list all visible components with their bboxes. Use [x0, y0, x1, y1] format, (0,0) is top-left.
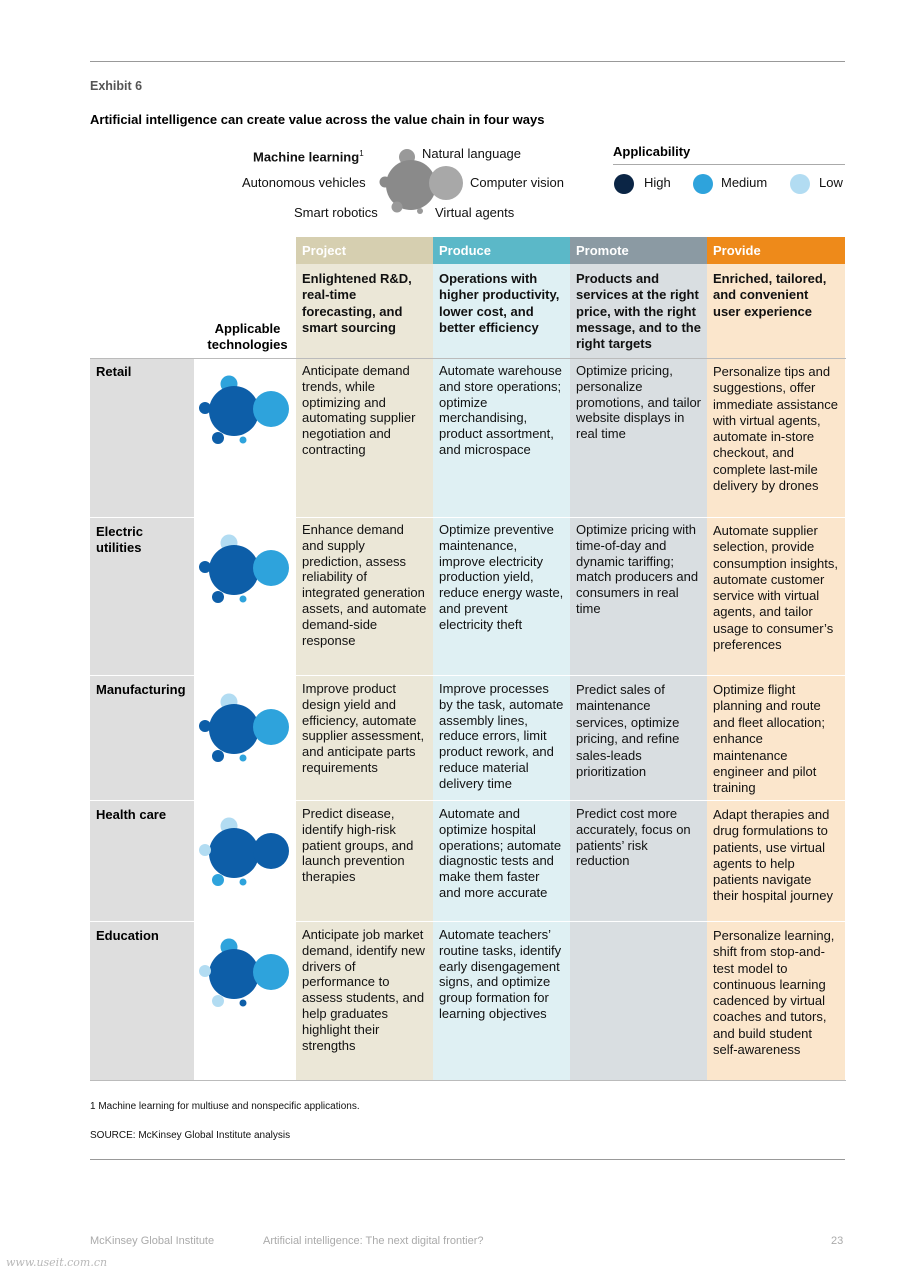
source-note: SOURCE: McKinsey Global Institute analysis	[90, 1130, 291, 1141]
column-header-promote: Promote	[570, 237, 707, 264]
virtual-agents-bubble	[240, 437, 247, 444]
retail-project-cell: Anticipate demand trends, while optimizing and automating supplier negotiation and contracting	[302, 363, 416, 457]
legend-computer-vision: Computer vision	[470, 175, 564, 190]
manufacturing-technology-bubbles	[198, 676, 298, 796]
legend-virtual-agents-bubble	[417, 208, 423, 214]
technology-legend	[230, 140, 590, 230]
applicability-medium: Medium	[721, 175, 768, 190]
electric-utilities-provide-cell: Automate supplier selection, provide consumption insights, automate customer service with virtual agents, and tailor usage to consumer’s preferences	[713, 523, 839, 653]
applicability-high: High	[644, 175, 671, 190]
row-label-health-care: Health care	[96, 807, 167, 822]
applicability-low: Low	[819, 175, 843, 190]
retail-produce-cell: Automate warehouse and store operations; optimize merchandising, product assortment, and microspace	[439, 363, 562, 457]
applicability-title: Applicability	[613, 144, 845, 165]
row-label-retail: Retail	[96, 364, 132, 379]
bottom-rule	[90, 1159, 845, 1160]
virtual-agents-bubble	[240, 596, 247, 603]
row-electric-utilities	[90, 518, 194, 675]
computer-vision-bubble	[253, 550, 289, 586]
page-number: 23	[831, 1235, 844, 1247]
health-care-produce-cell: Automate and optimize hospital operations; automate diagnostic tests and make them faster and more accurate	[439, 806, 562, 900]
manufacturing-produce-cell: Improve processes by the task, automate assembly lines, reduce errors, limit product rework, and reduce material delivery time	[439, 681, 564, 791]
virtual-agents-bubble	[240, 879, 247, 886]
legend-autonomous-vehicles-bubble	[380, 177, 391, 188]
autonomous-vehicles-bubble	[199, 720, 211, 732]
electric-utilities-technology-bubbles	[198, 517, 298, 637]
machine-learning-bubble	[209, 545, 259, 595]
autonomous-vehicles-bubble	[199, 844, 211, 856]
health-care-promote-cell: Predict cost more accurately, focus on patients’ risk reduction	[576, 806, 691, 869]
machine-learning-bubble	[209, 386, 259, 436]
column-description-project: Enlightened R&D, real-time forecasting, and smart sourcing	[302, 271, 412, 335]
education-produce-cell: Automate teachers’ routine tasks, identify early disengagement signs, and optimize group formation for learning objectives	[439, 927, 562, 1021]
footnote: 1 Machine learning for multiuse and nonspecific applications.	[90, 1101, 360, 1112]
table-bottom-rule	[90, 1080, 846, 1081]
machine-learning-bubble	[209, 704, 259, 754]
manufacturing-provide-cell: Optimize flight planning and route and fleet allocation; enhance maintenance engineer and pilot training	[713, 682, 826, 796]
virtual-agents-bubble	[240, 755, 247, 762]
smart-robotics-bubble	[212, 995, 224, 1007]
exhibit-title: Artificial intelligence can create value across the value chain in four ways	[90, 112, 545, 127]
row-health-care	[90, 801, 194, 921]
computer-vision-bubble	[253, 833, 289, 869]
virtual-agents-bubble	[240, 1000, 247, 1007]
computer-vision-bubble	[253, 709, 289, 745]
value-chain-table	[90, 237, 846, 1081]
column-header-project: Project	[296, 237, 433, 264]
electric-utilities-promote-cell: Optimize pricing with time-of-day and dynamic tariffing; match producers and consumers in real time	[576, 522, 699, 616]
retail-promote-cell: Optimize pricing, personalize promotions, and tailor website displays in real time	[576, 363, 702, 442]
row-divider	[90, 358, 846, 359]
low-dot-icon	[790, 174, 810, 194]
legend-smart-robotics: Smart robotics	[294, 205, 378, 220]
smart-robotics-bubble	[212, 591, 224, 603]
health-care-project-cell: Predict disease, identify high-risk patient groups, and launch prevention therapies	[302, 806, 414, 885]
legend-smart-robotics-bubble	[392, 202, 403, 213]
health-care-technology-bubbles	[198, 800, 298, 920]
health-care-provide-cell: Adapt therapies and drug formulations to patients, use virtual agents to help patients navigate their hospital journey	[713, 807, 833, 904]
applicable-technologies-header: Applicable technologies	[207, 321, 288, 352]
applicability-levels	[613, 165, 845, 195]
column-description-produce: Operations with higher productivity, lower cost, and better efficiency	[439, 271, 560, 335]
autonomous-vehicles-bubble	[199, 561, 211, 573]
legend-natural-language: Natural language	[422, 146, 522, 161]
row-manufacturing	[90, 676, 194, 800]
retail-technology-bubbles	[198, 358, 298, 478]
manufacturing-promote-cell: Predict sales of maintenance services, optimize pricing, and refine sales-leads prioritization	[576, 682, 680, 780]
education-project-cell: Anticipate job market demand, identify new drivers of performance to assess students, and help graduates highlight their strengths	[302, 927, 425, 1053]
retail-provide-cell: Personalize tips and suggestions, offer immediate assistance with virtual agents, automate in-store checkout, and complete last-mile delivery by drones	[713, 364, 838, 494]
applicability-legend	[613, 144, 845, 195]
legend-machine-learning-bubble	[386, 160, 436, 210]
electric-utilities-produce-cell: Optimize preventive maintenance, improve electricity production yield, reduce energy waste, and prevent electricity theft	[439, 522, 564, 632]
row-label-education: Education	[96, 928, 159, 943]
footer-publisher: McKinsey Global Institute	[90, 1235, 215, 1247]
education-provide-cell: Personalize learning, shift from stop-and-test model to continuous learning cadenced by virtual coaches and tutors, and build student self-awareness	[713, 928, 835, 1058]
row-label-electric-utilities: Electric utilities	[96, 524, 143, 555]
autonomous-vehicles-bubble	[199, 965, 211, 977]
machine-learning-bubble	[209, 949, 259, 999]
computer-vision-bubble	[253, 954, 289, 990]
electric-utilities-project-cell: Enhance demand and supply prediction, assess reliability of integrated generation assets, and automate demand-side response	[302, 522, 427, 648]
education-technology-bubbles	[198, 921, 298, 1041]
smart-robotics-bubble	[212, 750, 224, 762]
computer-vision-bubble	[253, 391, 289, 427]
smart-robotics-bubble	[212, 432, 224, 444]
legend-virtual-agents: Virtual agents	[435, 205, 515, 220]
legend-computer-vision-bubble	[429, 166, 463, 200]
column-header-produce: Produce	[433, 237, 570, 264]
high-dot-icon	[614, 174, 634, 194]
legend-autonomous-vehicles: Autonomous vehicles	[242, 175, 366, 190]
row-retail	[90, 358, 194, 517]
exhibit-label: Exhibit 6	[90, 79, 143, 93]
legend-machine-learning: Machine learning$^1$	[253, 149, 364, 165]
row-label-manufacturing: Manufacturing	[96, 682, 186, 697]
column-description-promote: Products and services at the right price, with the right message, and to the right targets	[576, 271, 701, 352]
top-rule	[90, 61, 845, 62]
medium-dot-icon	[693, 174, 713, 194]
footer-report-title: Artificial intelligence: The next digital frontier?	[263, 1235, 484, 1247]
autonomous-vehicles-bubble	[199, 402, 211, 414]
machine-learning-bubble	[209, 828, 259, 878]
column-header-provide: Provide	[707, 237, 845, 264]
manufacturing-project-cell: Improve product design yield and efficiency, automate supplier assessment, and anticipate parts requirements	[302, 681, 425, 775]
watermark: www.useit.com.cn	[6, 1256, 108, 1269]
smart-robotics-bubble	[212, 874, 224, 886]
column-description-provide: Enriched, tailored, and convenient user experience	[713, 271, 827, 319]
row-education	[90, 922, 194, 1080]
